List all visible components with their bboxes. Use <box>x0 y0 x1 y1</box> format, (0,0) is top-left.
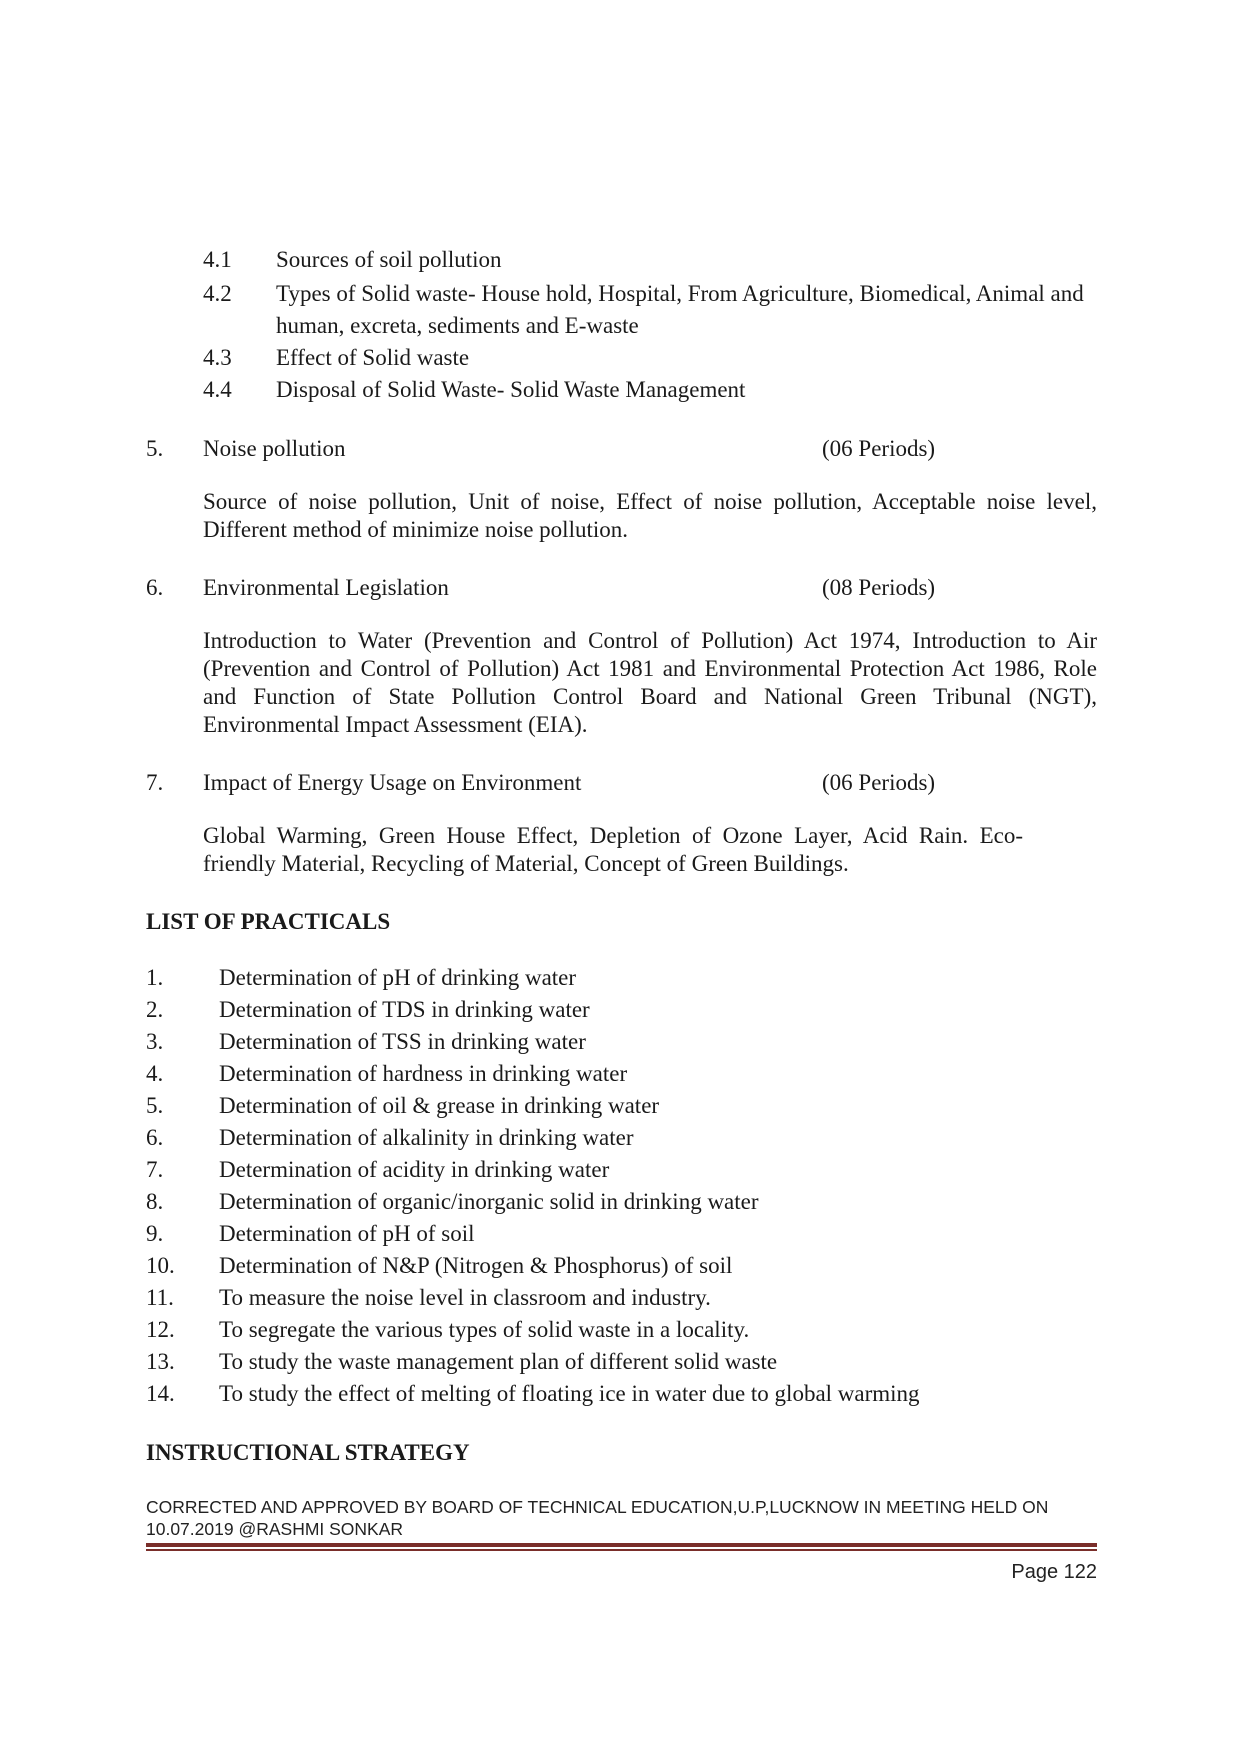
list-item-text: Determination of oil & grease in drinking water <box>219 1093 660 1118</box>
list-item-number: 11. <box>146 1285 174 1310</box>
section-number: 7. <box>146 770 164 795</box>
list-item-number: 4. <box>146 1061 164 1086</box>
list-item-number: 3. <box>146 1029 164 1054</box>
section-number: 6. <box>146 575 164 600</box>
list-item-number: 13. <box>146 1349 175 1374</box>
section-periods: (06 Periods) <box>822 770 936 795</box>
list-item-number: 12. <box>146 1317 175 1342</box>
list-item-number: 14. <box>146 1381 175 1406</box>
section-body: Global Warming, Green House Effect, Depletion of Ozone Layer, Acid Rain. Eco-friendly Material, Recycling of Material, Concept of Green Buildings. <box>203 823 1023 876</box>
section-periods: (06 Periods) <box>822 436 936 461</box>
list-item-number: 8. <box>146 1189 164 1214</box>
section-title: Impact of Energy Usage on Environment <box>203 770 582 795</box>
subsection-text: Disposal of Solid Waste- Solid Waste Management <box>276 377 746 402</box>
list-item-text: Determination of pH of drinking water <box>219 965 577 990</box>
section-periods: (08 Periods) <box>822 575 936 600</box>
subsection-number: 4.2 <box>203 281 232 306</box>
list-item-number: 5. <box>146 1093 164 1118</box>
section-title: Environmental Legislation <box>203 575 449 600</box>
list-item-text: Determination of TSS in drinking water <box>219 1029 586 1054</box>
list-item-text: Determination of organic/inorganic solid in drinking water <box>219 1189 759 1214</box>
subsection-text: Types of Solid waste- House hold, Hospital, From Agriculture, Biomedical, Animal and human, excreta, sediments and E-waste <box>276 281 1084 338</box>
list-item-text: Determination of acidity in drinking water <box>219 1157 610 1182</box>
list-item-text: To segregate the various types of solid waste in a locality. <box>219 1317 750 1342</box>
list-item-number: 1. <box>146 965 164 990</box>
list-item-number: 7. <box>146 1157 164 1182</box>
practicals-heading: LIST OF PRACTICALS <box>146 909 391 934</box>
section-body: Introduction to Water (Prevention and Control of Pollution) Act 1974, Introduction to Air (Prevention and Control of Pollution) Act 1981 and Environmental Protection Act 1986, Role and Function of State Pollution Control Board and National Green Tribunal (NGT), Environmental Impact Assessment (EIA). <box>203 628 1097 737</box>
subsection-number: 4.1 <box>203 247 232 272</box>
footer-note: CORRECTED AND APPROVED BY BOARD OF TECHNICAL EDUCATION,U.P,LUCKNOW IN MEETING HELD ON 10.07.2019 @RASHMI SONKAR <box>146 1497 1049 1539</box>
list-item-text: Determination of alkalinity in drinking water <box>219 1125 634 1150</box>
list-item-number: 2. <box>146 997 164 1022</box>
footer-rule <box>146 1543 1097 1547</box>
list-item-text: Determination of pH of soil <box>219 1221 475 1246</box>
list-item-text: Determination of TDS in drinking water <box>219 997 590 1022</box>
section-title: Noise pollution <box>203 436 346 461</box>
list-item-text: To measure the noise level in classroom and industry. <box>219 1285 711 1310</box>
subsection-text: Effect of Solid waste <box>276 345 470 370</box>
strategy-heading: INSTRUCTIONAL STRATEGY <box>146 1440 470 1465</box>
list-item-text: To study the waste management plan of different solid waste <box>219 1349 778 1374</box>
list-item-text: Determination of hardness in drinking water <box>219 1061 628 1086</box>
list-item-text: Determination of N&P (Nitrogen & Phosphorus) of soil <box>219 1253 733 1278</box>
subsection-number: 4.3 <box>203 345 232 370</box>
list-item-number: 9. <box>146 1221 164 1246</box>
list-item-number: 10. <box>146 1253 175 1278</box>
footer-rule-thin <box>146 1549 1097 1551</box>
section-number: 5. <box>146 436 164 461</box>
list-item-number: 6. <box>146 1125 164 1150</box>
subsection-number: 4.4 <box>203 377 232 402</box>
page-number: Page 122 <box>1011 1561 1097 1583</box>
section-body: Source of noise pollution, Unit of noise, Effect of noise pollution, Acceptable noise level, Different method of minimize noise pollution. <box>203 489 1097 542</box>
subsection-text: Sources of soil pollution <box>276 247 502 272</box>
list-item-text: To study the effect of melting of floating ice in water due to global warming <box>219 1381 920 1406</box>
